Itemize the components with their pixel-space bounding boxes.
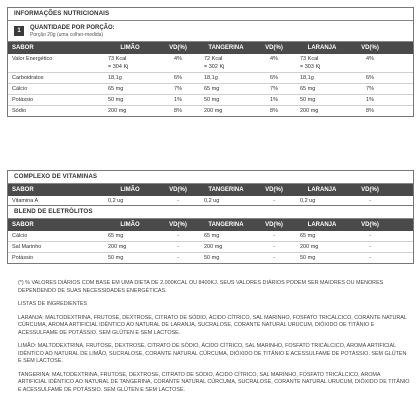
table-row [8, 95, 413, 106]
vd-tangerina: 4% [270, 56, 278, 62]
value-limao: 200 mg [108, 108, 127, 114]
table-header [8, 219, 413, 231]
value-limao: 65 mg [108, 233, 124, 239]
vd-limao: 7% [174, 86, 182, 92]
table-row [8, 106, 413, 116]
electrolytes-table [7, 205, 414, 264]
header-tangerina: TANGERINA [208, 45, 244, 51]
row-label: Carboidratos [12, 75, 44, 81]
value-laranja: 18,1g [300, 75, 314, 81]
header-vd-1: VD(%) [169, 187, 187, 193]
header-limao: LIMÃO [120, 45, 140, 51]
value-limao: 50 mg [108, 255, 124, 261]
value-laranja: 0,2 ug [300, 198, 316, 204]
vd-limao: 6% [174, 75, 182, 81]
table-header [8, 184, 413, 196]
vd-limao: 1% [174, 97, 182, 103]
footnote: (*) % VALORES DIÁRIOS COM BASE EM UMA DIETA DE 2.000KCAL OU 8400KJ. SEUS VALORES DIÁRIOS PODEM SER MAIORES OU MENORES DEPENDENDO DE SUAS NECESSIDADES ENERGÉTICAS. [18, 280, 384, 294]
header-sabor: SABOR [12, 45, 34, 51]
nutrition-rows [8, 54, 413, 116]
ingredients-tangerina: TANGERINA: MALTODEXTRINA, FRUTOSE, DEXTROSE, CITRATO DE SÓDIO, ÁCIDO CÍTRICO, SAL MARINHO, FOSFATO TRICÁLCICO, AROMA ARTIFICIAL IDÊNTICO AO NATURAL DE TANGERINA, CORANTE NATURAL CÚRCUMA, SUCRALOSE, CORANTE NATURAL URUCUM, DIÓXIDO DE TITÂNIO E ACESSULFAME DE POTÁSSIO. SEM GLÚTEN E SEM LACTOSE. [18, 371, 410, 393]
vd-laranja: 7% [366, 86, 374, 92]
vd-limao: - [177, 255, 179, 261]
row-label: Potássio [12, 97, 34, 103]
table-row [8, 84, 413, 95]
vd-laranja: - [369, 198, 371, 204]
header-laranja: LARANJA [307, 45, 337, 51]
value-laranja: 50 mg [300, 97, 316, 103]
value-tangerina: 0,2 ug [204, 198, 220, 204]
header-vd-2: VD(%) [265, 222, 283, 228]
value-tangerina: 72 Kcal = 302 Kj [204, 56, 225, 70]
vd-laranja: - [369, 255, 371, 261]
portion-info [8, 21, 413, 42]
value-limao: 73 Kcal = 304 Kj [108, 56, 129, 70]
vd-tangerina: - [273, 244, 275, 250]
value-laranja: 65 mg [300, 86, 316, 92]
table-row [8, 231, 413, 242]
vd-laranja: 4% [366, 56, 374, 62]
header-limao: LIMÃO [120, 222, 140, 228]
row-label: Potássio [12, 255, 34, 261]
value-limao: 0,2 ug [108, 198, 124, 204]
nutrition-title: INFORMAÇÕES NUTRICIONAIS [8, 8, 413, 21]
value-tangerina: 50 mg [204, 97, 220, 103]
row-label: Sal Marinho [12, 244, 42, 250]
table-row [8, 242, 413, 253]
electrolytes-rows [8, 231, 413, 263]
header-sabor: SABOR [12, 187, 34, 193]
vd-limao: 4% [174, 56, 182, 62]
vd-laranja: - [369, 233, 371, 239]
row-label: Cálcio [12, 86, 28, 92]
row-label: Valor Energético [12, 56, 53, 62]
value-tangerina: 18,1g [204, 75, 218, 81]
electrolytes-title: BLEND DE ELETRÓLITOS [8, 206, 413, 219]
value-limao: 18,1g [108, 75, 122, 81]
header-vd-3: VD(%) [361, 222, 379, 228]
table-row [8, 54, 413, 73]
vitamins-title: COMPLEXO DE VITAMINAS [8, 171, 413, 184]
header-tangerina: TANGERINA [208, 222, 244, 228]
value-limao: 200 mg [108, 244, 127, 250]
vd-laranja: 1% [366, 97, 374, 103]
table-header [8, 42, 413, 54]
value-tangerina: 200 mg [204, 244, 223, 250]
value-laranja: 200 mg [300, 108, 319, 114]
value-tangerina: 200 mg [204, 108, 223, 114]
vd-limao: - [177, 244, 179, 250]
vd-tangerina: 6% [270, 75, 278, 81]
header-vd-3: VD(%) [361, 187, 379, 193]
table-row [8, 73, 413, 84]
value-laranja: 65 mg [300, 233, 316, 239]
portion-subtitle: Porção 20g (uma colher-medida) [30, 31, 104, 38]
table-row [8, 253, 413, 263]
vd-laranja: - [369, 244, 371, 250]
portion-title: QUANTIDADE POR PORÇÃO: [30, 24, 115, 31]
vitamins-table [7, 170, 414, 207]
ingredients-limao: LIMÃO: MALTODEXTRINA, FRUTOSE, DEXTROSE, CITRATO DE SÓDIO, ÁCIDO CÍTRICO, SAL MARINHO, FOSFATO TRICÁLCICO, AROMA ARTIFICIAL IDÊNTICO AO NATURAL DE LIMÃO, SUCRALOSE, CORANTE NATURAL CÚRCUMA, DIÓXIDO DE TITÂNIO E ACESSULFAME DE POTÁSSIO. SEM GLÚTEN E SEM LACTOSE. [18, 343, 407, 364]
header-sabor: SABOR [12, 222, 34, 228]
header-limao: LIMÃO [120, 187, 140, 193]
vd-tangerina: - [273, 198, 275, 204]
header-vd-3: VD(%) [361, 45, 379, 51]
ingredients-laranja: LARANJA: MALTODEXTRINA, FRUTOSE, DEXTROSE, CITRATO DE SÓDIO, ÁCIDO CÍTRICO, SAL MARINHO, FOSFATO TRICÁLCICO, CORANTE NATURAL CÚRCUMA, AROMA ARTIFICIAL IDÊNTICO AO NATURAL DE LARANJA, SUCRALOSE, CORANTE NATURAL URUCUM, DIÓXIDO DE TITÂNIO E ACESSULFAME DE POTÁSSIO. SEM GLÚTEN E SEM LACTOSE. [18, 314, 407, 336]
vd-tangerina: - [273, 255, 275, 261]
vd-limao: 8% [174, 108, 182, 114]
vd-laranja: 8% [366, 108, 374, 114]
value-tangerina: 65 mg [204, 86, 220, 92]
vd-limao: - [177, 233, 179, 239]
header-vd-2: VD(%) [265, 45, 283, 51]
vd-laranja: 6% [366, 75, 374, 81]
value-laranja: 50 mg [300, 255, 316, 261]
ingredients-title: LISTAS DE INGREDIENTES [18, 301, 88, 307]
portion-number: 1 [14, 26, 24, 36]
vd-limao: - [177, 198, 179, 204]
value-limao: 50 mg [108, 97, 124, 103]
value-laranja: 73 Kcal = 303 Kj [300, 56, 321, 70]
vd-tangerina: 8% [270, 108, 278, 114]
value-limao: 65 mg [108, 86, 124, 92]
header-laranja: LARANJA [307, 187, 337, 193]
value-tangerina: 65 mg [204, 233, 220, 239]
value-laranja: 200 mg [300, 244, 319, 250]
row-label: Cálcio [12, 233, 28, 239]
notes-section [18, 280, 410, 400]
value-tangerina: 50 mg [204, 255, 220, 261]
header-vd-1: VD(%) [169, 222, 187, 228]
vd-tangerina: 7% [270, 86, 278, 92]
header-vd-2: VD(%) [265, 187, 283, 193]
vd-tangerina: 1% [270, 97, 278, 103]
row-label: Sódio [12, 108, 27, 114]
header-vd-1: VD(%) [169, 45, 187, 51]
nutrition-table [7, 7, 414, 117]
vd-tangerina: - [273, 233, 275, 239]
header-tangerina: TANGERINA [208, 187, 244, 193]
header-laranja: LARANJA [307, 222, 337, 228]
row-label: Vitamina A [12, 198, 39, 204]
